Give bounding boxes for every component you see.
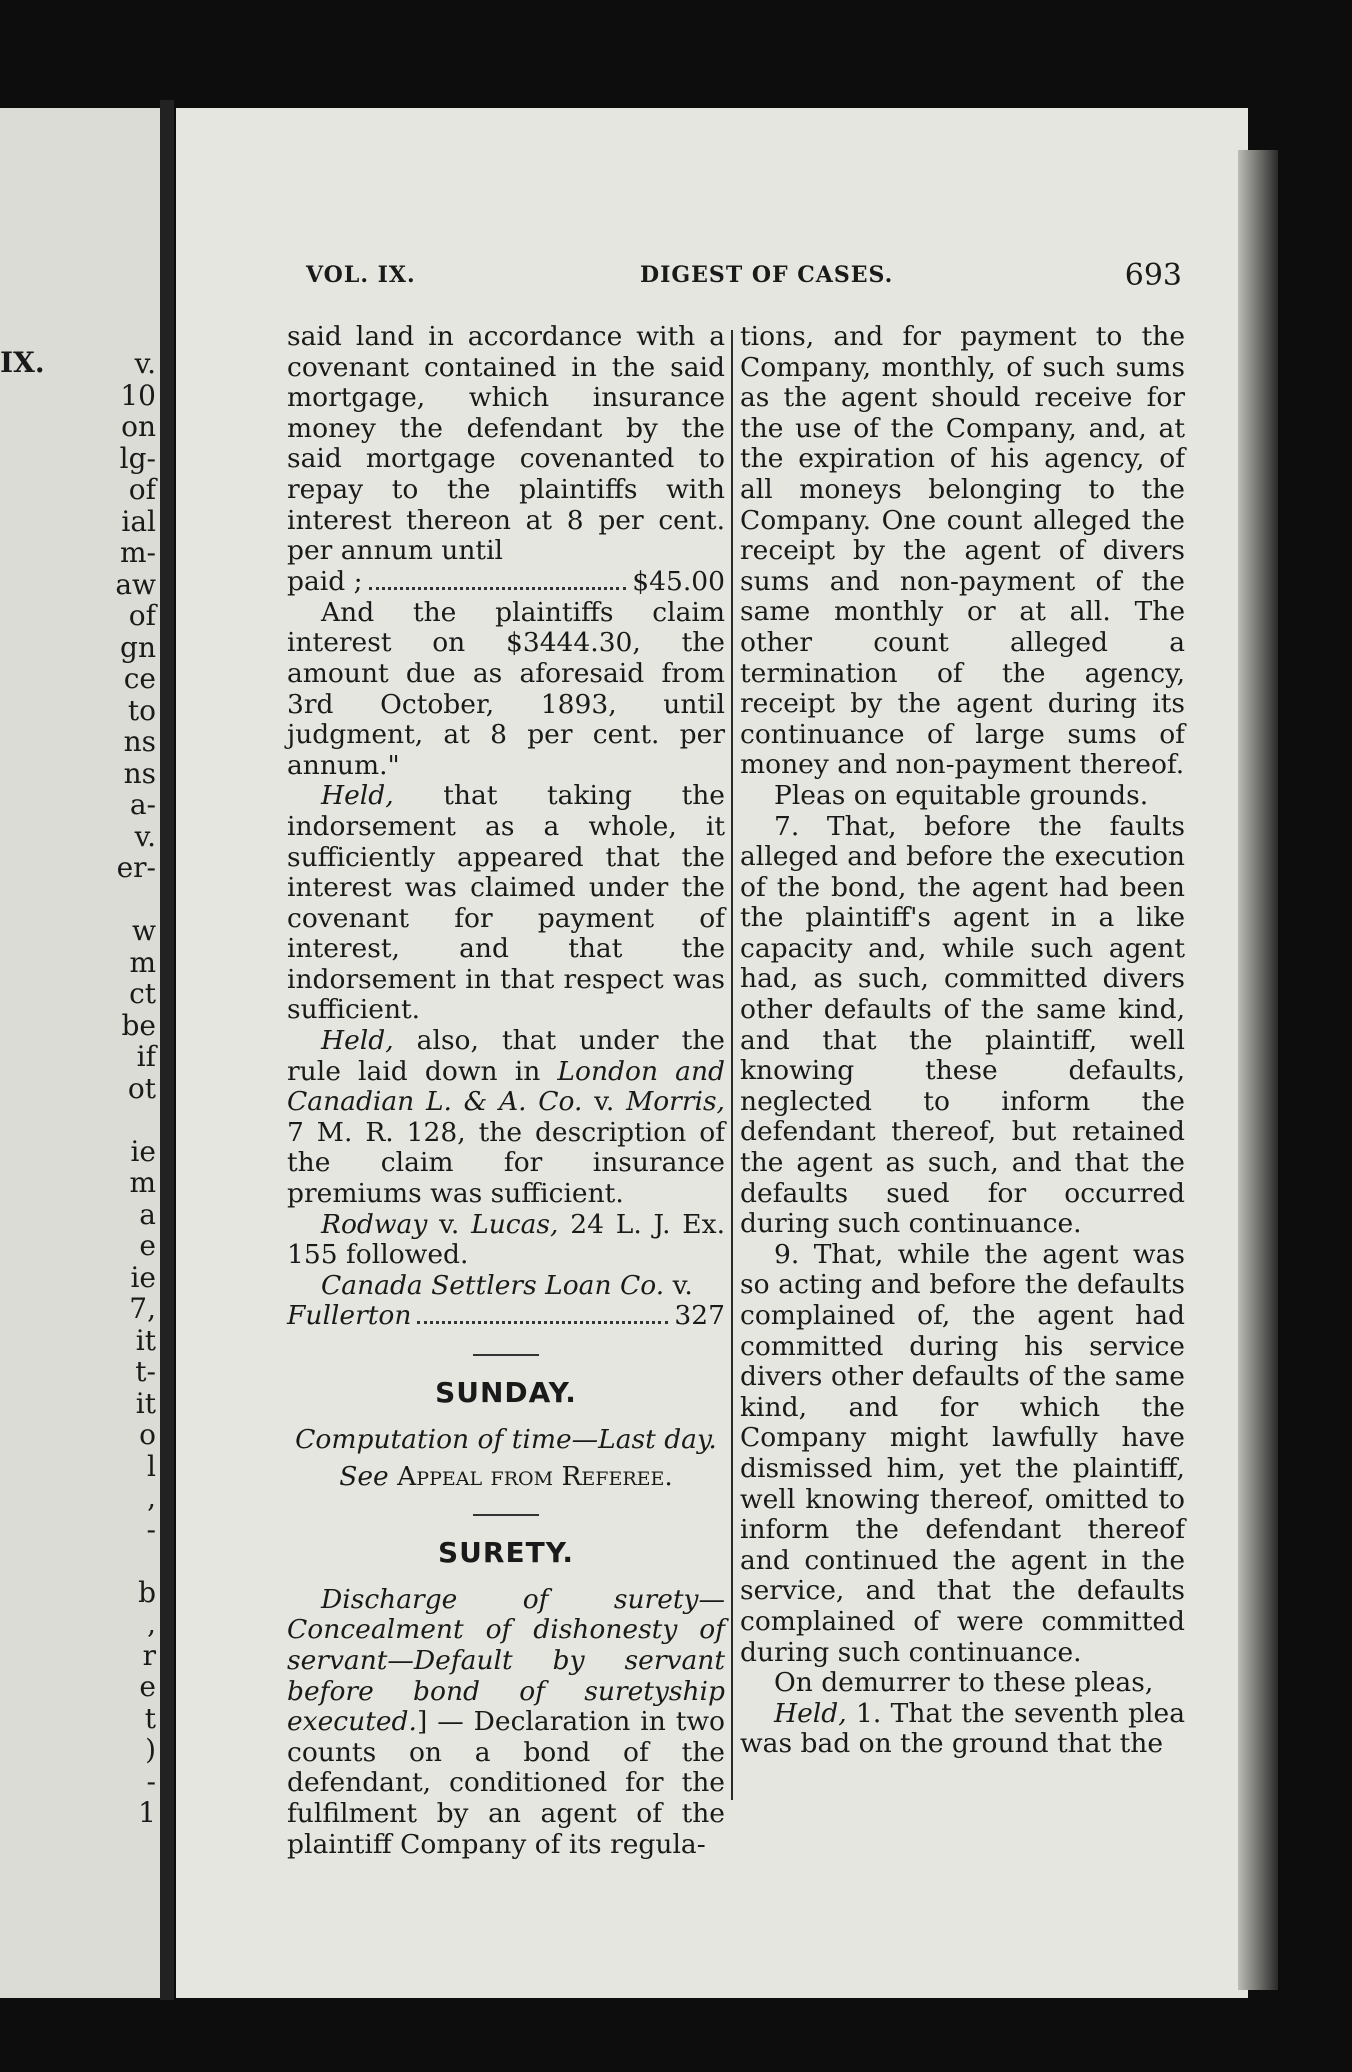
- previous-page-line: -: [146, 1765, 156, 1797]
- previous-page-line: ce: [123, 663, 156, 695]
- section-rule: [473, 1514, 539, 1516]
- column-divider: [731, 330, 733, 1800]
- case-citation-row: [287, 1301, 725, 1332]
- previous-page-line: [0, 1545, 158, 1577]
- paragraph: said land in accordance with a covenant contained in the said mortgage, which insurance money the defendant by the said mortgage covenanted to repay to the plaintiffs with interest thereon at 8 per cent. per annum until: [287, 321, 725, 567]
- previous-page-line: [0, 884, 158, 916]
- previous-page-line: e: [139, 1230, 156, 1262]
- previous-page-line: 7,: [129, 1293, 156, 1325]
- page-edge-shadow: [1238, 150, 1278, 1990]
- amount-label: paid ;: [287, 565, 363, 597]
- previous-page-line: a: [139, 1198, 156, 1230]
- previous-page: [0, 108, 168, 1998]
- section-heading-sunday: SUNDAY.: [435, 1376, 577, 1410]
- previous-page-line: it: [135, 1387, 156, 1419]
- amount-value: $45.00: [632, 565, 725, 597]
- leader-dots: [417, 1321, 668, 1324]
- previous-page-line: er-: [116, 852, 156, 884]
- case-page: 327: [674, 1300, 725, 1332]
- right-column: [740, 322, 1185, 1760]
- volume-label: VOL. IX.: [306, 262, 416, 288]
- previous-page-line: ,: [147, 1608, 156, 1640]
- previous-page-line: v.: [134, 348, 156, 380]
- cross-reference: See Appeal from Referee.: [339, 1460, 673, 1492]
- previous-page-line: a-: [129, 789, 156, 821]
- left-column: [287, 322, 725, 1860]
- case-party: Fullerton: [287, 1300, 412, 1332]
- previous-page-line: ie: [130, 1261, 156, 1293]
- previous-page-line: ns: [123, 726, 156, 758]
- topic-line: Computation of time—Last day.: [295, 1424, 717, 1455]
- running-head: [300, 258, 1182, 302]
- previous-page-line: be: [121, 1009, 156, 1041]
- previous-page-line: -: [146, 1513, 156, 1545]
- previous-page-line: it: [135, 1324, 156, 1356]
- previous-page-line: [0, 1104, 158, 1136]
- previous-page-line: m: [129, 946, 156, 978]
- previous-page-line: m: [129, 1167, 156, 1199]
- previous-page-line: ns: [123, 757, 156, 789]
- book-gutter: [160, 100, 174, 2000]
- previous-page-line: o: [139, 1419, 156, 1451]
- previous-page-line: if: [136, 1041, 156, 1073]
- section-heading-surety: SURETY.: [438, 1536, 574, 1570]
- previous-page-line: 10: [120, 379, 156, 411]
- previous-page-line: m-: [119, 537, 156, 569]
- previous-page-line: t-: [135, 1356, 156, 1388]
- paragraph: Pleas on equitable grounds.: [774, 779, 1149, 811]
- previous-page-running-head: IX.: [0, 346, 45, 379]
- held-paragraph: Held, 1. That the seventh plea was bad on the ground that the: [740, 1697, 1185, 1760]
- previous-page-line: ie: [130, 1135, 156, 1167]
- previous-page-line: ,: [147, 1482, 156, 1514]
- page-title: DIGEST OF CASES.: [640, 262, 894, 288]
- previous-page-line: w: [132, 915, 156, 947]
- held-paragraph: Held, also, that under the rule laid down in London and Canadian L. & A. Co. v. Morris, 7 M. R. 128, the description of the claim for insurance premiums was sufficient.: [287, 1025, 726, 1210]
- previous-page-line: of: [128, 474, 156, 506]
- leader-dots: [369, 587, 627, 590]
- followed-case: Rodway v. Lucas, 24 L. J. Ex. 155 followed.: [287, 1208, 725, 1271]
- page-number: 693: [1124, 258, 1182, 293]
- previous-page-line: ct: [129, 978, 156, 1010]
- paragraph: And the plaintiffs claim interest on $3444.30, the amount due as aforesaid from 3rd October, 1893, until judgment, at 8 per cent. per annum.": [287, 596, 725, 781]
- previous-page-line: t: [144, 1702, 156, 1734]
- plea-paragraph: 7. That, before the faults alleged and before the execution of the bond, the agent had been the plaintiff's agent in a like capacity and, while such agent had, as such, committed divers other defaults of the same kind, and that the plaintiff, well knowing these defaults, neglected to inform the defendant thereof, but retained the agent as such, and that the defaults sued for occurred during such continuance.: [740, 810, 1185, 1240]
- previous-page-line: aw: [115, 568, 156, 600]
- previous-page-line: ): [145, 1734, 156, 1766]
- previous-page-line: ot: [127, 1072, 156, 1104]
- previous-page-line: lg-: [119, 442, 156, 474]
- previous-page-text-fragments: [0, 348, 158, 1829]
- previous-page-line: ial: [121, 505, 156, 537]
- case-citation: Canada Settlers Loan Co. v.: [321, 1269, 693, 1301]
- previous-page-line: on: [121, 411, 156, 443]
- previous-page-line: r: [142, 1639, 156, 1671]
- previous-page-line: l: [147, 1450, 156, 1482]
- plea-paragraph: 9. That, while the agent was so acting and before the defaults complained of, the agent had committed during his service divers other defaults of the same kind, and for which the Company might lawfully have dismissed him, yet the plaintiff, well knowing thereof, omitted to inform the defendant thereof and continued the agent in the service, and that the defaults complained of were committed during such continuance.: [740, 1238, 1185, 1668]
- surety-paragraph: Discharge of surety—Concealment of dishonesty of servant—Default by servant before bond of suretyship executed.] — Declaration in two counts on a bond of the defendant, conditioned for the fulfilment by an agent of the plaintiff Company of its regula-: [287, 1583, 725, 1860]
- previous-page-line: to: [127, 694, 156, 726]
- held-paragraph: Held, that taking the indorsement as a whole, it sufficiently appeared that the interest was claimed under the covenant for payment of interest, and that the indorsement in that respect was sufficient.: [287, 780, 725, 1026]
- paragraph: tions, and for payment to the Company, monthly, of such sums as the agent should receive for the use of the Company, and, at the expiration of his agency, of all moneys belonging to the Company. One count alleged the receipt by the agent of divers sums and non-payment of the same monthly or at all. The other count alleged a termination of the agency, receipt by the agent during its continuance of large sums of money and non-payment thereof.: [740, 321, 1185, 781]
- previous-page-line: gn: [120, 631, 156, 663]
- previous-page-line: v.: [134, 820, 156, 852]
- previous-page-line: b: [138, 1576, 156, 1608]
- section-rule: [473, 1354, 539, 1356]
- amount-row: [287, 567, 725, 598]
- previous-page-line: 1: [138, 1797, 156, 1829]
- paragraph: On demurrer to these pleas,: [774, 1667, 1154, 1699]
- previous-page-line: of: [128, 600, 156, 632]
- previous-page-line: e: [139, 1671, 156, 1703]
